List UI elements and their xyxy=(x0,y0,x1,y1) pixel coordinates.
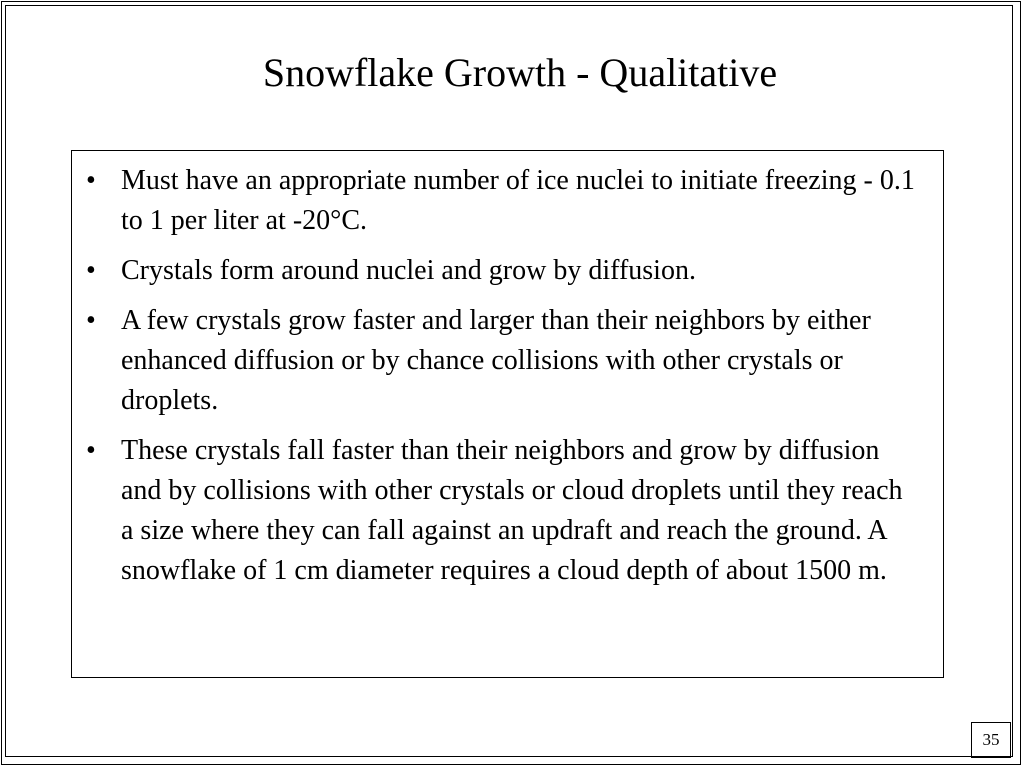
slide-title: Snowflake Growth - Qualitative xyxy=(262,50,778,95)
bullet-text: A few crystals grow faster and larger than their neighbors by either enhanced diffusion or by chance collisions with other crystals or droplets. xyxy=(121,305,871,416)
bullet-text: Crystals form around nuclei and grow by diffusion. xyxy=(121,255,696,286)
bullet-item xyxy=(86,161,916,241)
bullet-item xyxy=(86,431,916,591)
bullet-text: These crystals fall faster than their neighbors and grow by diffusion and by collisions with other crystals or cloud droplets until they reach a size where they can fall against an updraft and reach the ground. A snowflake of 1 cm diameter requires a cloud depth of about 1500 m. xyxy=(121,435,903,586)
bullet-marker: • xyxy=(86,435,96,466)
bullet-marker: • xyxy=(86,255,96,286)
bullet-item xyxy=(86,301,916,421)
content-box xyxy=(71,150,944,678)
bullet-marker: • xyxy=(86,305,96,336)
page-number: 35 xyxy=(971,722,1011,758)
bullet-marker: • xyxy=(86,165,96,196)
bullet-list xyxy=(86,161,916,601)
bullet-text: Must have an appropriate number of ice nuclei to initiate freezing - 0.1 to 1 per liter at -20°C. xyxy=(121,165,915,236)
bullet-item xyxy=(86,251,916,291)
